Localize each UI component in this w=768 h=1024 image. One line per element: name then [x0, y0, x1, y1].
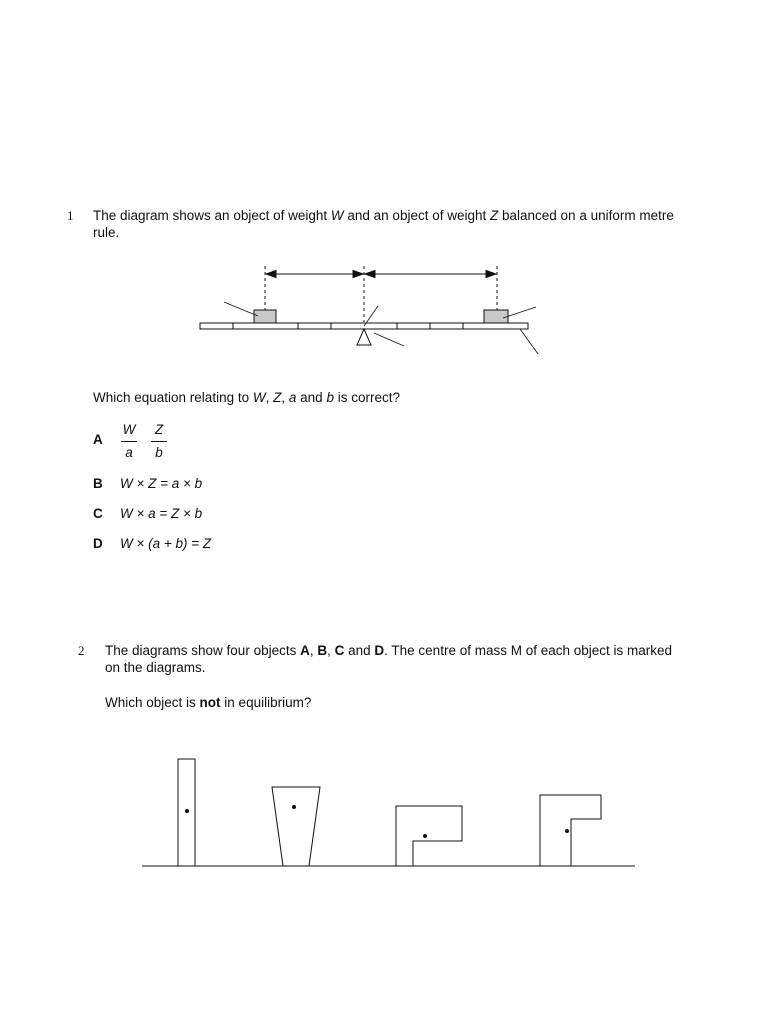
option-c-letter[interactable]: C: [93, 506, 103, 521]
q1-prompt-part: ,: [281, 390, 289, 405]
option-a-denominator-b: b: [155, 445, 163, 460]
q1-prompt-part: is correct?: [333, 390, 400, 405]
q1-prompt-var: a: [288, 390, 297, 405]
q2-stem-object-c: C: [334, 643, 345, 658]
q2-stem-part: ,: [309, 643, 318, 658]
object-b-trapezium: [272, 787, 320, 866]
object-d-centre-of-mass: [565, 829, 569, 833]
option-a-numerator-z: Z: [154, 422, 164, 437]
q2-stem-part: The diagrams show four objects: [105, 643, 301, 658]
q2-prompt-part: in equilibrium?: [220, 695, 312, 710]
object-b-centre-of-mass: [292, 805, 296, 809]
option-b-letter[interactable]: B: [93, 476, 103, 491]
question-2-number: 2: [78, 643, 85, 658]
option-a-letter[interactable]: A: [93, 432, 103, 447]
q1-prompt-var: Z: [273, 390, 282, 405]
q1-stem-part: and an object of weight: [343, 208, 490, 223]
q1-stem-line2: rule.: [93, 225, 120, 240]
q1-prompt-part: and: [296, 390, 327, 405]
option-d-equation[interactable]: W × (a + b) = Z: [120, 536, 212, 551]
q2-stem-part: . The centre of mass M of each object is marked: [384, 643, 673, 658]
object-c-l-shape: [396, 806, 462, 866]
option-a-denominator-a: a: [125, 445, 133, 460]
q2-stem-object-d: D: [374, 643, 385, 658]
option-c-equation[interactable]: W × a = Z × b: [120, 506, 203, 521]
q2-stem-object-a: A: [300, 643, 310, 658]
q1-stem-part: The diagram shows an object of weight: [93, 208, 331, 223]
q1-stem-var-w: W: [330, 208, 344, 223]
question-1-number: 1: [67, 208, 74, 223]
object-a-centre-of-mass: [185, 809, 189, 813]
q1-prompt-part: Which equation relating to: [93, 390, 253, 405]
q2-stem-line2: on the diagrams.: [105, 660, 206, 675]
q2-prompt-part: Which object is: [105, 695, 200, 710]
q2-stem-part: ,: [327, 643, 335, 658]
option-a-numerator-w: W: [122, 422, 136, 437]
q1-prompt-var: W: [252, 390, 266, 405]
object-d-l-shape: [540, 795, 601, 866]
option-b-equation[interactable]: W × Z = a × b: [120, 476, 203, 491]
option-d-letter[interactable]: D: [93, 536, 103, 551]
q1-stem-var-z: Z: [490, 208, 499, 223]
q1-prompt-var: b: [326, 390, 334, 405]
q2-stem-part: and: [344, 643, 375, 658]
q1-prompt-part: ,: [265, 390, 274, 405]
q1-stem-part: balanced on a uniform metre: [498, 208, 674, 223]
q2-prompt-not: not: [199, 695, 221, 710]
object-c-centre-of-mass: [423, 834, 427, 838]
q2-stem-object-b: B: [317, 643, 328, 658]
